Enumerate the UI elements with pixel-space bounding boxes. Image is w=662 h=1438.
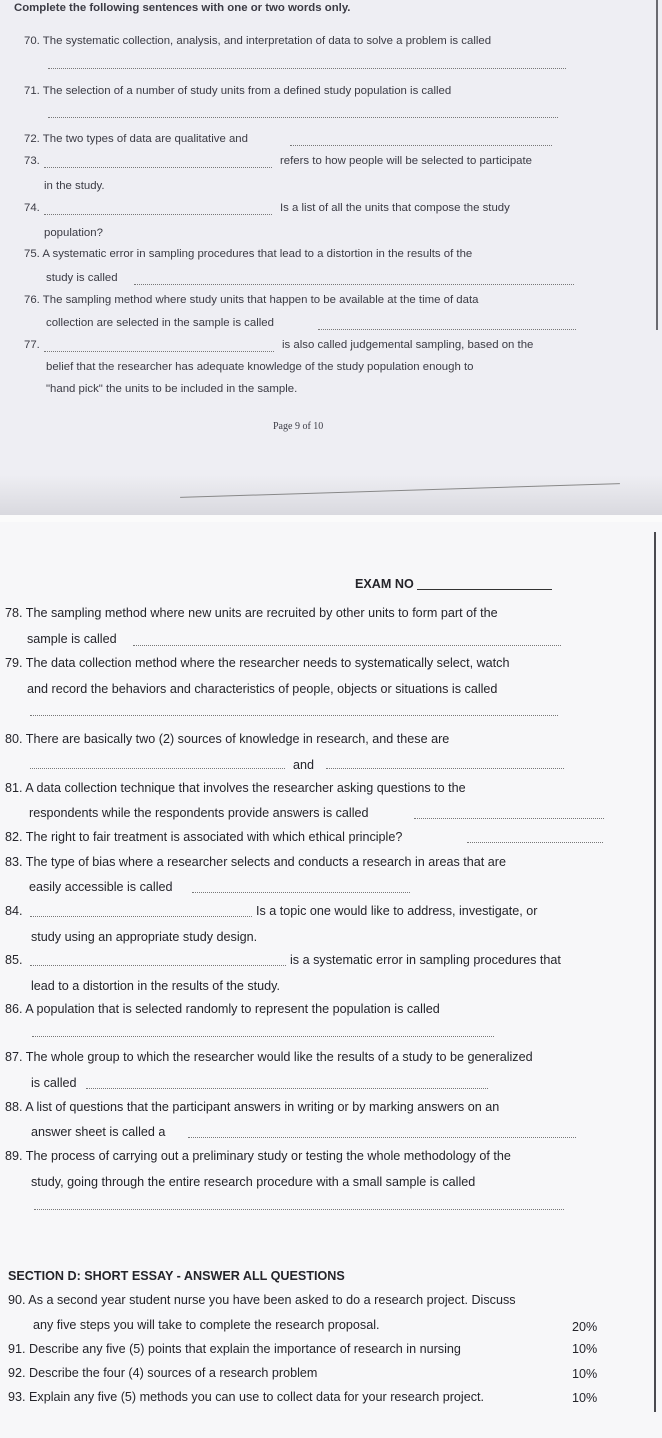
answer-blank-76[interactable] xyxy=(318,329,576,330)
question-74-number: 74. xyxy=(24,202,40,214)
page-bottom-shadow xyxy=(0,475,662,515)
answer-blank-72[interactable] xyxy=(290,145,552,146)
question-90-marks: 20% xyxy=(572,1320,598,1334)
section-d-heading: SECTION D: SHORT ESSAY - ANSWER ALL QUESTIONS xyxy=(8,1269,345,1283)
exam-number-field[interactable] xyxy=(417,589,552,590)
question-77-line3: "hand pick" the units to be included in the sample. xyxy=(46,383,298,395)
question-80: 80. There are basically two (2) sources of knowledge in research, and these are xyxy=(5,732,450,746)
question-81: 81. A data collection technique that involves the researcher asking questions to the xyxy=(5,781,466,795)
question-78-line2: sample is called xyxy=(27,632,117,646)
question-85-number: 85. xyxy=(5,953,23,967)
answer-blank-80b[interactable] xyxy=(326,768,564,769)
question-92: 92. Describe the four (4) sources of a research problem xyxy=(8,1366,318,1380)
question-93-marks: 10% xyxy=(572,1391,598,1405)
page-number: Page 9 of 10 xyxy=(273,421,324,432)
question-78: 78. The sampling method where new units are recruited by other units to form part of the xyxy=(5,606,498,620)
question-73-text: refers to how people will be selected to participate xyxy=(280,155,533,167)
question-87-line2: is called xyxy=(31,1076,77,1090)
question-90-line2: any five steps you will take to complete the research proposal. xyxy=(33,1318,380,1332)
answer-blank-79[interactable] xyxy=(30,715,558,716)
question-82: 82. The right to fair treatment is associated with which ethical principle? xyxy=(5,830,403,844)
exam-page-9 xyxy=(0,0,662,515)
question-88-line2: answer sheet is called a xyxy=(31,1125,166,1139)
answer-blank-82[interactable] xyxy=(467,842,603,843)
question-90: 90. As a second year student nurse you have been asked to do a research project. Discuss xyxy=(8,1293,516,1307)
answer-blank-89[interactable] xyxy=(34,1209,564,1210)
question-83-line2: easily accessible is called xyxy=(29,880,173,894)
answer-blank-78[interactable] xyxy=(133,645,561,646)
question-77-line2: belief that the researcher has adequate knowledge of the study population enough to xyxy=(46,361,474,373)
question-84-text: Is a topic one would like to address, investigate, or xyxy=(256,904,538,918)
answer-blank-84[interactable] xyxy=(30,916,252,917)
question-71: 71. The selection of a number of study units from a defined study population is called xyxy=(24,85,452,97)
answer-blank-81[interactable] xyxy=(414,818,604,819)
answer-blank-83[interactable] xyxy=(192,892,410,893)
question-79: 79. The data collection method where the researcher needs to systematically select, watch xyxy=(5,656,510,670)
answer-blank-71[interactable] xyxy=(48,117,558,118)
answer-blank-80a[interactable] xyxy=(30,768,285,769)
answer-blank-70[interactable] xyxy=(48,68,566,69)
question-86: 86. A population that is selected randomly to represent the population is called xyxy=(5,1002,440,1016)
answer-blank-88[interactable] xyxy=(188,1137,576,1138)
question-77-number: 77. xyxy=(24,339,40,351)
question-89: 89. The process of carrying out a preliminary study or testing the whole methodology of the xyxy=(5,1149,511,1163)
question-76: 76. The sampling method where study units that happen to be available at the time of data xyxy=(24,294,479,306)
question-72: 72. The two types of data are qualitative and xyxy=(24,133,248,145)
question-83: 83. The type of bias where a researcher selects and conducts a research in areas that are xyxy=(5,855,507,869)
answer-blank-87[interactable] xyxy=(86,1088,488,1089)
question-85-text: is a systematic error in sampling procedures that xyxy=(290,953,561,967)
question-73-line2: in the study. xyxy=(44,180,105,192)
answer-blank-75[interactable] xyxy=(134,284,574,285)
question-75-line2: study is called xyxy=(46,272,118,284)
page-edge-right xyxy=(656,0,658,330)
question-91-marks: 10% xyxy=(572,1342,598,1356)
exam-number-label: EXAM NO xyxy=(355,577,414,591)
answer-blank-77[interactable] xyxy=(44,351,274,352)
question-84-line2: study using an appropriate study design. xyxy=(31,930,258,944)
question-91: 91. Describe any five (5) points that explain the importance of research in nursing xyxy=(8,1342,461,1356)
page-separator xyxy=(0,515,662,522)
question-92-marks: 10% xyxy=(572,1367,598,1381)
question-76-line2: collection are selected in the sample is called xyxy=(46,317,274,329)
exam-page-10 xyxy=(0,522,662,1438)
question-74-line2: population? xyxy=(44,227,103,239)
question-80-and: and xyxy=(293,758,315,772)
question-89-line2: study, going through the entire research procedure with a small sample is called xyxy=(31,1175,476,1189)
question-77-text: is also called judgemental sampling, based on the xyxy=(282,339,534,351)
question-81-line2: respondents while the respondents provide answers is called xyxy=(29,806,369,820)
answer-blank-86[interactable] xyxy=(32,1036,494,1037)
question-88: 88. A list of questions that the participant answers in writing or by marking answers on an xyxy=(5,1100,500,1114)
question-79-line2: and record the behaviors and characteristics of people, objects or situations is called xyxy=(27,682,498,696)
question-70: 70. The systematic collection, analysis, and interpretation of data to solve a problem is called xyxy=(24,35,492,47)
question-73-number: 73. xyxy=(24,155,40,167)
page-edge-right xyxy=(654,532,656,1412)
instructions: Complete the following sentences with one or two words only. xyxy=(14,2,351,14)
question-74-text: Is a list of all the units that compose the study xyxy=(280,202,510,214)
question-93: 93. Explain any five (5) methods you can use to collect data for your research project. xyxy=(8,1390,485,1404)
question-87: 87. The whole group to which the researcher would like the results of a study to be generalized xyxy=(5,1050,533,1064)
answer-blank-74[interactable] xyxy=(44,214,272,215)
answer-blank-73[interactable] xyxy=(44,167,272,168)
question-84-number: 84. xyxy=(5,904,23,918)
question-85-line2: lead to a distortion in the results of the study. xyxy=(31,979,280,993)
answer-blank-85[interactable] xyxy=(30,965,286,966)
question-75: 75. A systematic error in sampling procedures that lead to a distortion in the results of the xyxy=(24,248,473,260)
